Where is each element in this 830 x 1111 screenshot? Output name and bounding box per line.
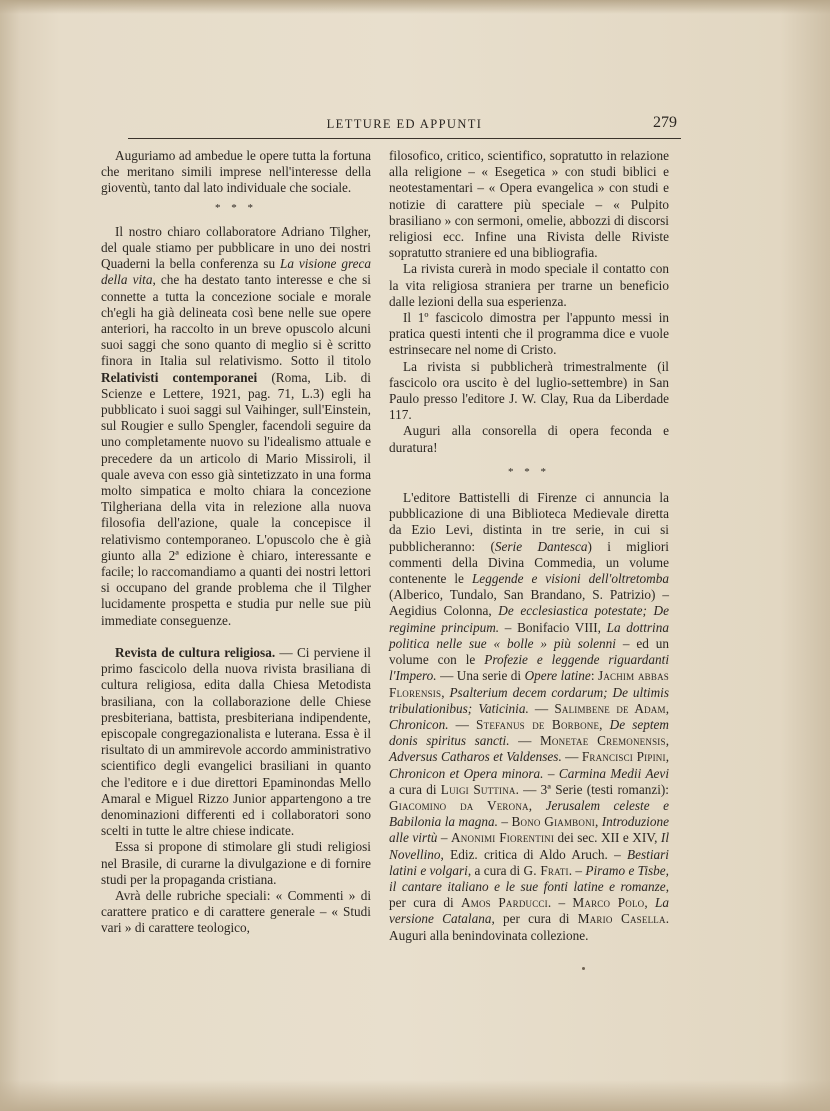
book-title-bold: Relativisti contemporanei: [101, 369, 258, 385]
text-run: ,: [665, 733, 670, 749]
revista-paragraph: [101, 645, 371, 839]
text-run: –: [497, 814, 512, 830]
author-name: Stefanus de Borbone: [476, 716, 600, 732]
author-name: Giacomino da Verona: [389, 797, 529, 813]
section-separator: * * *: [215, 201, 257, 214]
book-title: La visione greca della vita: [101, 256, 372, 288]
italic-title: Psalterium decem cordarum; De ultimis tribulationibus; Vaticinia.: [389, 684, 670, 716]
wishes-paragraph: Auguri alla consorella di opera feconda e duratura!: [389, 423, 669, 455]
author-name: Marco Polo: [572, 895, 645, 911]
page-number: 279: [653, 114, 677, 131]
text-run: — Una serie di: [436, 668, 525, 684]
text-run: —: [561, 749, 582, 765]
italic-title: Adversus Catharos et Valdenses.: [389, 749, 562, 765]
ink-speck: [582, 967, 585, 970]
author-name: Monetae Cremonensis: [539, 733, 666, 749]
page-header: [128, 112, 681, 139]
closing-paragraph: Auguriamo ad ambedue le opere tutta la fortuna che meritano simili imprese nell'interesse della gioventù, tanto dal lato individuale che sociale.: [101, 148, 371, 196]
author-name: Francisci Pipini: [581, 749, 666, 765]
text-run: , a cura di: [467, 862, 524, 878]
biblioteca-paragraph: [389, 490, 669, 944]
text-run: –: [437, 830, 452, 846]
first-issue-paragraph: Il 1º fascicolo dimostra per l'appunto messi in pratica questi intenti che il programma dice e vuole estrinsecare nel nome di Cristo.: [389, 310, 669, 358]
section-heading: Revista de cultura religiosa.: [115, 644, 276, 660]
italic-title: De septem donis spiritus sancti.: [389, 716, 670, 749]
text-run: ,: [599, 716, 610, 732]
text-run: ) i migliori commenti della Divina Commedia, un volume contenente le: [389, 538, 669, 587]
foreign-contact-paragraph: La rivista curerà in modo speciale il contatto con la vita religiosa straniera per trarne un beneficio dalle lezioni della sua esperienza.: [389, 261, 669, 309]
italic-title: Piramo e Tisbe, il cantare italiano e le sue fonti latine e romanze: [389, 862, 669, 894]
text-run: L'editore Battistelli di Firenze ci annuncia la pubblicazione di una Biblioteca Medievale diretta da Ezio Levi, distinta in tre serie, in cui si pubblicheranno: (: [389, 490, 669, 554]
text-run: —: [448, 716, 477, 732]
italic-title: Chronicon.: [389, 716, 449, 732]
text-run: :: [590, 668, 598, 684]
italic-title: Jerusalem celeste e Babilonia la magna.: [389, 797, 669, 830]
italic-title: Bestiari latini e volgari: [389, 846, 669, 878]
text-run: , per cura di: [389, 878, 669, 911]
tilgher-paragraph: [101, 224, 371, 629]
text-run: , per cura di: [491, 911, 578, 927]
author-name: Luigi Suttina: [440, 781, 516, 797]
text-run: ,: [441, 684, 450, 700]
text-run: –: [543, 765, 559, 781]
text-run: —: [528, 700, 555, 716]
text-run: . — 3ª Serie (testi romanzi):: [515, 781, 669, 797]
italic-title: Opere latine: [524, 668, 591, 684]
author-name: Anonimi Fiorentini: [451, 830, 555, 846]
italic-title: Chronicon et Opera minora.: [389, 765, 544, 781]
text-run: ,: [665, 700, 670, 716]
text-run: —: [509, 733, 540, 749]
text-run: a cura di: [389, 781, 441, 797]
italic-title: Leggende e visioni dell'oltretomba: [471, 571, 669, 587]
text-run: ,: [594, 814, 602, 830]
text-run: dei sec. XII e XIV,: [554, 830, 661, 846]
author-name: Mario Casella: [577, 911, 666, 927]
text-run: . –: [547, 895, 573, 911]
text-run: . Auguri alla benindovinata collezione.: [389, 911, 669, 943]
running-title: LETTURE ED APPUNTI: [326, 117, 483, 131]
section-separator: * * *: [508, 465, 550, 478]
italic-title: Introduzione alle virtù: [389, 814, 669, 846]
italic-title: Serie Dantesca: [494, 538, 588, 554]
text-run: ,: [528, 797, 546, 813]
text-run: (Roma, Lib. di Scienze e Lettere, 1921, pag. 71, L.3) egli ha pubblicato i suoi saggi sul Vaihinger, sull'Einstein, sul Rougier e sullo Spengler, facendoli seguire da uno completamente nuovo su l'idealismo attuale e precedere da un articolo di Mario Missiroli, il quale aveva con esso già sintetizzato in una forma molto simpatica e molto chiara la concezione Tilgheriana della vita in relezione alla nuova filosofia dell'azione, quale la concepisce il relativismo contemporaneo. L'opuscolo che è già giunto alla 2ª edizione è chiaro, interessante e facile; lo raccomandiamo a quanti dei nostri lettori si occupano del grande problema che il Tilgher lucidamente prospetta e studia pur nelle sue più immediate conseguenze.: [101, 369, 371, 628]
author-name: Amos Parducci: [460, 895, 548, 911]
author-name: Bono Giamboni: [511, 814, 595, 830]
rubrics-paragraph: Avrà delle rubriche speciali: « Commenti » di carattere pratico e di carattere generale – « Studi vari » di carattere teologico,: [101, 887, 371, 936]
author-name: G. Frati: [523, 862, 569, 878]
text-run: . –: [568, 862, 586, 878]
italic-title: Carmina Medii Aevi: [558, 765, 669, 781]
page-bottom-edge: [0, 1080, 830, 1111]
text-run: , che ha destato tanto interesse e che si connette a tutta la concezione sociale e morale ch'egli ha già delineata così bene nelle sue opere anteriori, ha raccolto in un breve opuscolo alcuni suoi saggi che sono quanto di meglio si è scritto finora in Italia sul relativismo. Sotto il titolo: [101, 272, 371, 369]
italic-title: De ecclesiastica potestate; De regimine principum.: [389, 603, 669, 635]
right-column: [389, 148, 669, 944]
italic-title: La versione Catalana: [389, 895, 669, 927]
page-top-edge: [0, 0, 830, 14]
text-run: ,: [665, 749, 669, 765]
aims-paragraph: Essa si propone di stimolare gli studi religiosi nel Brasile, di curarne la divulgazione e di fornire studi per la propaganda cristiana.: [101, 839, 371, 887]
text-run: , Ediz. critica di Aldo Aruch. –: [440, 846, 628, 862]
left-column: [101, 148, 371, 937]
italic-title: Il Novellino: [389, 830, 669, 862]
author-name: Jachim abbas Florensis: [389, 668, 669, 700]
text-run: Il nostro chiaro collaboratore Adriano Tilgher, del quale stiamo per pubblicare in uno dei nostri Quaderni la bella conferenza su: [101, 223, 371, 272]
text-run: – Bonifacio VIII,: [499, 619, 607, 635]
text-run: – ed un volume con le: [389, 635, 669, 668]
publication-paragraph: La rivista si pubblicherà trimestralmente (il fascicolo ora uscito è del luglio-settembre) in San Paulo presso l'editore J. W. Clay, Rua da Liberdade 117.: [389, 358, 669, 423]
text-run: — Ci perviene il primo fascicolo della nuova rivista brasiliana di cultura religiosa, edita dalla Chiesa Metodista brasiliana, con la collaborazione delle Chiese presbiteriana, battista, presbiteriana indipendente, episcopale congregazionalista e luterana. Essa è il risultato di un ammirevole accordo amministrativo scientifico degli evangelici brasiliani in quanto che l'editore e i due direttori Epaminondas Mello Amaral e Miguel Rizzo Junior appartengono a tre denominazioni differenti ed i collaboratori sono scelti in tutte le altre chiese indicate.: [101, 644, 371, 839]
italic-title: La dottrina politica nelle sue « bolle » più solenni: [389, 619, 669, 651]
text-run: ,: [644, 895, 655, 911]
italic-title: Profezie e leggende riguardanti l'Impero.: [389, 652, 670, 684]
author-name: Salimbene de Adam: [554, 700, 666, 716]
text-run: (Alberico, Tundalo, San Brandano, S. Patrizio) – Aegidius Colonna,: [389, 587, 669, 619]
rubrics-continuation: filosofico, critico, scientifico, sopratutto in relazione alla religione – « Esegetica » con studi biblici e neotestamentari – « Opera evangelica » con studi e notizie di carattere più speciale – « Pulpito brasiliano » con sermoni, omelie, abbozzi di discorsi religiosi ecc. Infine una Rivista delle Riviste sopratutto straniere ed una bibliografia.: [389, 148, 669, 261]
